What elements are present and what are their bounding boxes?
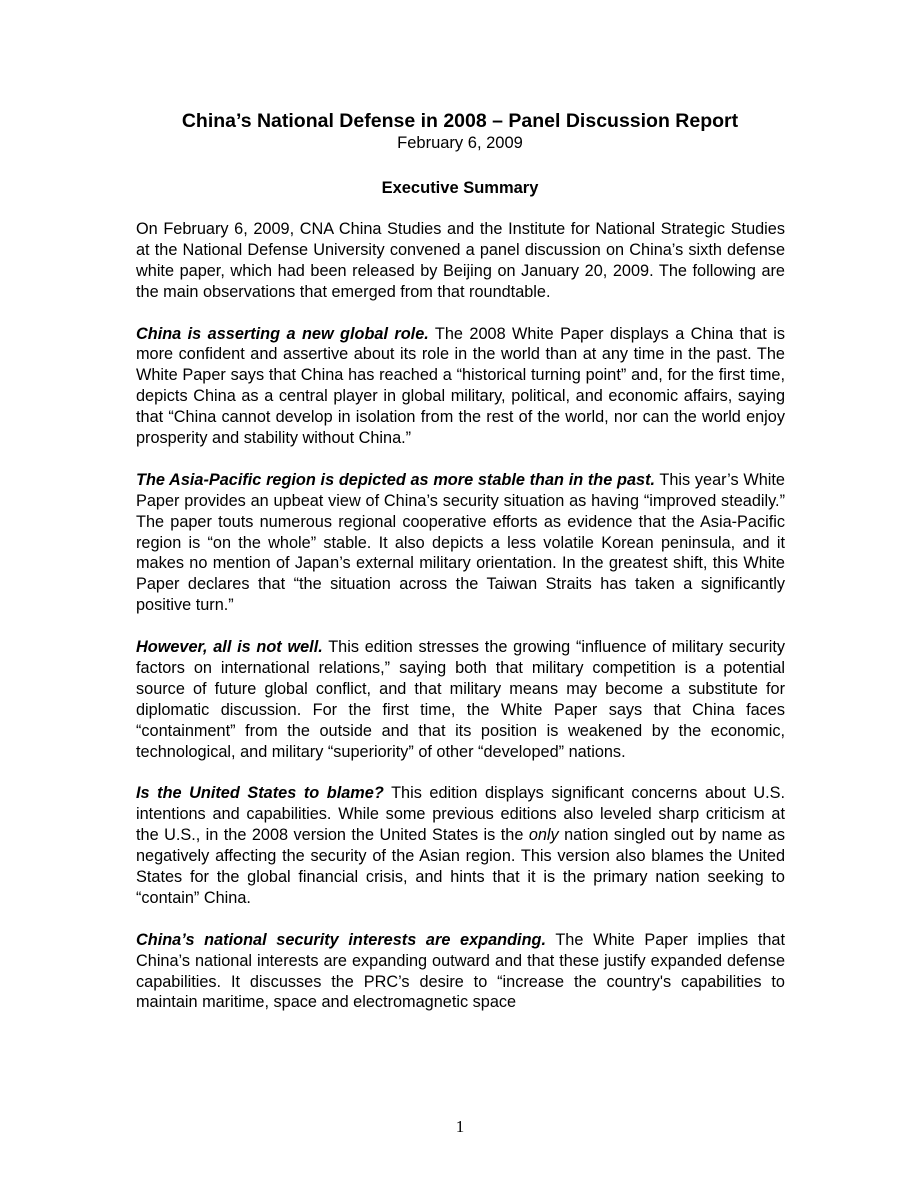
paragraph-emphasis: only — [528, 826, 559, 845]
paragraph-security-interests — [136, 930, 785, 1014]
paragraph-not-well — [136, 637, 785, 762]
paragraph-text-before: This edition displays significant concerns about U.S. intentions and capabilities. While some previous editions also leveled sharp criticism at the U.S., in the 2008 version the United States is the — [136, 784, 785, 845]
paragraph-text: This year’s White Paper provides an upbeat view of China’s security situation as having “improved steadily.” The paper touts numerous regional cooperative efforts as evidence that the Asia-Pacific region is “on the whole” stable. It also depicts a less volatile Korean peninsula, and it makes no mention of Japan’s external military orientation. In the greatest shift, this White Paper declares that “the situation across the Taiwan Straits has taken a significantly positive turn.” — [136, 470, 785, 615]
paragraph-lead: However, all is not well. — [136, 638, 323, 657]
intro-paragraph: On February 6, 2009, CNA China Studies and the Institute for National Strategic Studies at the National Defense University convened a panel discussion on China’s sixth defense white paper, which had been released by Beijing on January 20, 2009. The following are the main observations that emerged from that roundtable. — [136, 220, 785, 301]
document-date: February 6, 2009 — [397, 134, 523, 152]
paragraph-text-after: nation singled out by name as negatively affecting the security of the Asian region. This version also blames the United States for the global financial crisis, and hints that it is the primary nation seeking to “contain” China. — [136, 826, 785, 907]
paragraph-lead: The Asia-Pacific region is depicted as more stable than in the past. — [136, 470, 656, 489]
paragraph-text: This edition stresses the growing “influence of military security factors on international relations,” saying both that military competition is a potential source of future global conflict, and that military means may become a substitute for diplomatic discussion. For the first time, the White Paper says that China faces “containment” from the outside and that its position is weakened by the economic, technological, and military “superiority” of other “developed” nations. — [136, 638, 785, 761]
paragraph-asia-pacific — [136, 470, 785, 616]
document-body — [136, 219, 785, 1034]
document-title: China’s National Defense in 2008 – Panel Discussion Report — [181, 110, 739, 132]
paragraph-united-states — [136, 783, 785, 908]
section-heading: Executive Summary — [381, 179, 539, 197]
paragraph-global-role — [136, 324, 785, 449]
paragraph-lead: Is the United States to blame? — [136, 784, 384, 803]
paragraph-lead: China’s national security interests are expanding. — [136, 930, 546, 949]
paragraph-lead: China is asserting a new global role. — [136, 324, 429, 343]
page-number: 1 — [455, 1117, 465, 1136]
paragraph-text: The White Paper implies that China’s national interests are expanding outward and that these justify expanded defense capabilities. It discusses the PRC’s desire to “increase the country's capabilities to maintain maritime, space and electromagnetic space — [136, 930, 785, 1012]
paragraph-text: The 2008 White Paper displays a China that is more confident and assertive about its role in the world than at any time in the past. The White Paper says that China has reached a “historical turning point” and, for the first time, depicts China as a central player in global military, political, and economic affairs, saying that “China cannot develop in isolation from the rest of the world, nor can the world enjoy prosperity and stability without China.” — [136, 324, 785, 448]
